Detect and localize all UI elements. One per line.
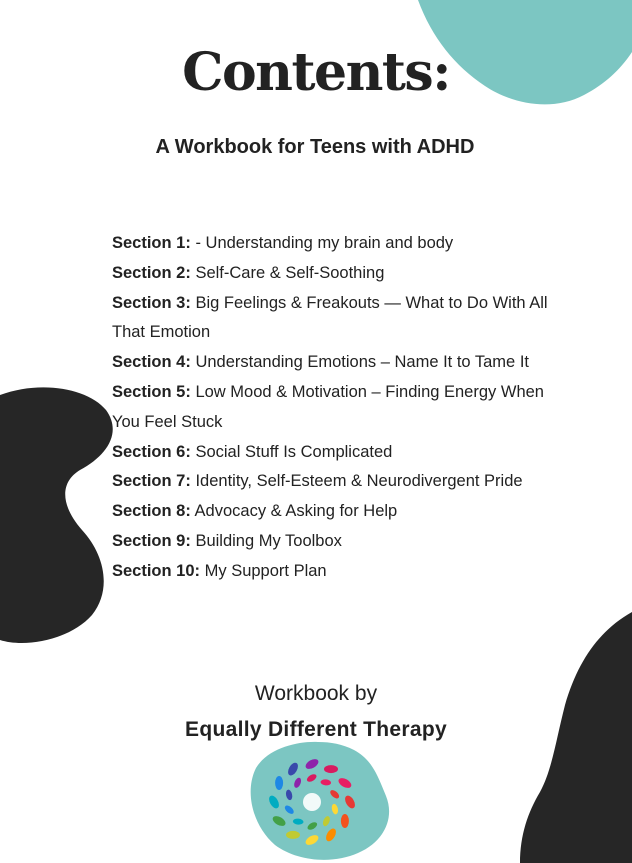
section-label: Section 10: [112,561,201,580]
logo-petal [320,779,331,786]
section-title: Big Feelings & Freakouts — What to Do With All That Emotion [112,293,548,342]
credit-line: Workbook by [254,682,378,705]
logo-petal [286,761,300,777]
logo-petal [275,776,283,790]
logo-petal [283,804,295,815]
logo-petal [306,773,318,784]
logo-petal [267,794,281,810]
author-name: Equally Different Therapy [185,718,447,741]
section-title: Advocacy & Asking for Help [194,502,398,521]
logo-petal [331,803,339,815]
toc-item [112,348,552,378]
toc-item [112,557,552,587]
section-title: My Support Plan [204,561,327,580]
toc-item [112,497,552,527]
logo-petal [341,814,349,828]
section-label: Section 1: [112,234,191,252]
page-title: Contents: [182,42,450,103]
toc-item [112,259,552,289]
section-title: Understanding Emotions – Name It to Tame It [195,353,529,372]
section-label: Section 4: [112,353,191,372]
logo-petal [306,821,318,832]
toc-item [112,467,552,497]
logo-petal [343,794,357,810]
section-title: Social Stuff Is Complicated [195,442,393,461]
logo-petal [304,757,320,771]
section-label: Section 2: [112,263,191,282]
section-title: Low Mood & Motivation – Finding Energy When You Feel Stuck [112,382,544,431]
logo-petal [285,789,293,801]
section-title: Building My Toolbox [195,531,342,550]
logo-petal [286,831,300,839]
table-of-contents [112,229,552,587]
section-label: Section 8: [112,502,191,521]
logo-petal [329,789,341,800]
logo-petal [271,814,287,828]
logo-petal [324,827,338,843]
toc-item [112,229,552,259]
logo-petal [324,765,338,773]
logo-petal [304,833,320,847]
section-title: Identity, Self-Esteem & Neurodivergent Pride [195,472,523,491]
logo-petal [293,777,303,789]
toc-item [112,438,552,468]
workbook-subtitle: A Workbook for Teens with ADHD [155,136,475,158]
logo-petal [322,815,332,827]
section-title: - Understanding my brain and body [195,234,454,252]
section-label: Section 3: [112,293,191,312]
section-label: Section 9: [112,531,191,550]
section-label: Section 5: [112,382,191,401]
section-label: Section 7: [112,472,191,491]
toc-item [112,378,552,438]
logo-center [303,793,321,811]
section-label: Section 6: [112,442,191,461]
logo-petal [337,776,353,790]
toc-item [112,289,552,349]
dark-blob-left [0,387,113,643]
logo-petal [293,818,304,825]
rainbow-flower-wheel-logo-icon [262,754,362,850]
section-title: Self-Care & Self-Soothing [195,263,385,282]
toc-item [112,527,552,557]
